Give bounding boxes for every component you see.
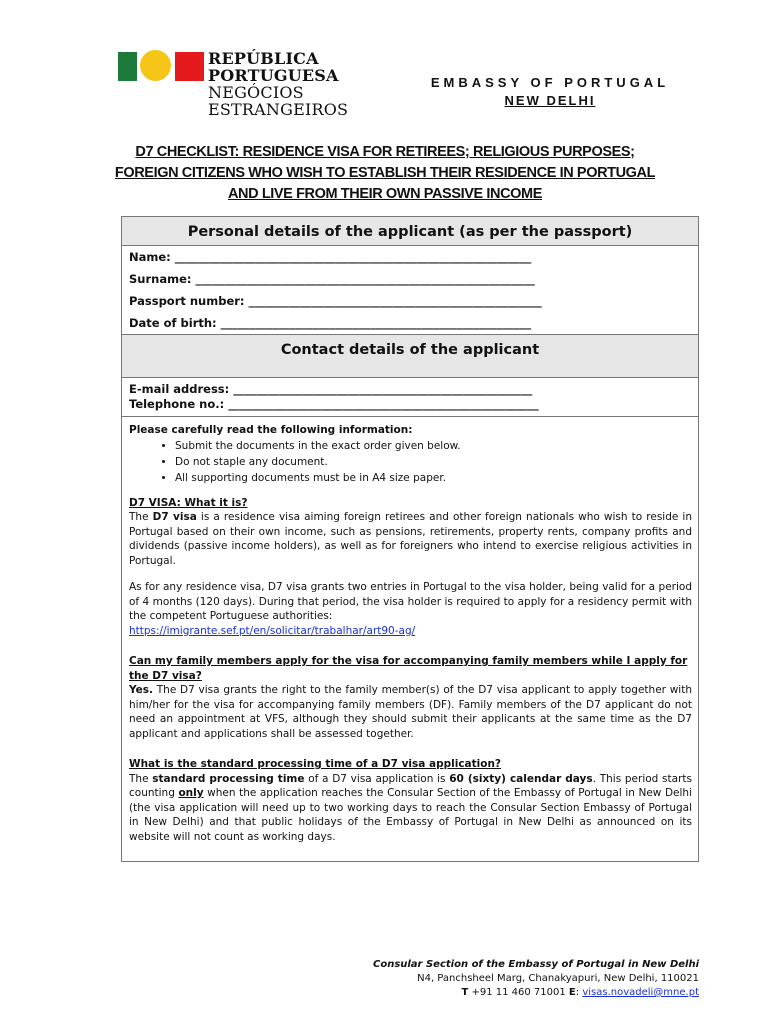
page-title <box>100 142 670 205</box>
footer-office: Consular Section of the Embassy of Portugal in New Delhi <box>372 959 699 970</box>
footer-contact <box>373 986 699 1000</box>
embassy-name: EMBASSY OF PORTUGAL <box>430 75 670 90</box>
list-item: • Submit the documents in the exact order given below. <box>175 438 692 454</box>
processing-time-heading: What is the standard processing time of a D7 visa application? <box>129 758 502 770</box>
yellow-circle-icon <box>140 50 171 81</box>
text-span: The <box>129 511 153 523</box>
information-section <box>122 417 698 844</box>
name-field[interactable]: Name: ______________________________________________________________ <box>129 250 532 264</box>
d7-validity-paragraph <box>129 580 692 638</box>
logo-line-3: NEGÓCIOS <box>208 83 304 102</box>
email-label: E <box>568 987 576 998</box>
info-header: Please carefully read the following information: <box>129 424 413 436</box>
logo-line-1: REPÚBLICA <box>208 49 319 68</box>
instructions-list <box>129 438 692 486</box>
contact-fields <box>122 378 698 417</box>
footer-phone: +91 11 460 71001 <box>468 987 569 998</box>
surname-field[interactable]: Surname: ___________________________________________________________ <box>129 272 535 286</box>
red-square-icon <box>175 52 204 81</box>
personal-details-heading: Personal details of the applicant (as per the passport) <box>122 217 698 246</box>
list-item: • Do not staple any document. <box>175 454 692 470</box>
text-span: of a D7 visa application is <box>304 772 450 785</box>
text-span: when the application reaches the Consular Section of the Embassy of Portugal in New Delhi (the visa application will need up to two working days to reach the Consular Section Embassy of Portugal in New Delhi) and that public holidays of the Embassy of Portugal in New Delhi as announced on its website will not count as working days. <box>129 787 692 843</box>
ministry-logo-text <box>208 50 348 118</box>
bold-span: Yes. <box>129 684 153 696</box>
d7-what-paragraph <box>129 510 692 568</box>
text-span: . This period starts counting <box>129 772 692 799</box>
family-heading: Can my family members apply for the visa for accompanying family members while I apply for the D7 visa? <box>129 655 688 682</box>
family-paragraph <box>129 683 692 741</box>
footer <box>373 958 699 1000</box>
text-span: : <box>575 987 583 998</box>
text-span: is a residence visa aiming foreign retirees and other foreign nationals who wish to reside in Portugal based on their own income, such as pensions, retirements, property rents, company profits and dividends (passive income holders), as well as for foreigners who intend to exercise religious activities in Portugal. <box>129 511 692 567</box>
title-line-3: AND LIVE FROM THEIR OWN PASSIVE INCOME <box>227 186 543 202</box>
list-item: • All supporting documents must be in A4 size paper. <box>175 470 692 486</box>
bold-span: D7 visa <box>152 511 197 523</box>
text-span: As for any residence visa, D7 visa grants two entries in Portugal to the visa holder, being valid for a period of 4 months (120 days). During that period, the visa holder is required to apply for a residency permit with the competent Portuguese authorities: <box>129 581 692 622</box>
logo-line-4: ESTRANGEIROS <box>208 100 349 119</box>
passport-number-field[interactable]: Passport number: ___________________________________________________ <box>129 294 542 308</box>
d7-what-heading: D7 VISA: What it is? <box>129 496 248 509</box>
embassy-city: NEW DELHI <box>504 93 596 108</box>
bold-span: only <box>178 787 204 799</box>
green-square-icon <box>118 52 137 81</box>
title-line-1: D7 CHECKLIST: RESIDENCE VISA FOR RETIREES; RELIGIOUS PURPOSES; <box>135 144 635 160</box>
logo-line-2: PORTUGUESA <box>208 66 339 85</box>
bold-span: 60 (sixty) calendar days <box>449 772 593 785</box>
date-of-birth-field[interactable]: Date of birth: ______________________________________________________ <box>129 316 532 330</box>
telephone-field[interactable]: Telephone no.: ______________________________________________________ <box>129 397 539 411</box>
email-field[interactable]: E-mail address: ____________________________________________________ <box>129 382 533 396</box>
checklist-form <box>121 216 699 862</box>
text-span: The <box>129 772 153 785</box>
footer-email-link[interactable]: visas.novadeli@mne.pt <box>582 987 699 998</box>
processing-time-paragraph <box>129 772 692 845</box>
contact-details-heading: Contact details of the applicant <box>122 334 698 378</box>
phone-label: T <box>461 987 469 998</box>
bold-span: standard processing time <box>152 772 305 785</box>
title-line-2: FOREIGN CITIZENS WHO WISH TO ESTABLISH THEIR RESIDENCE IN PORTUGAL <box>114 165 656 181</box>
text-span: The D7 visa grants the right to the family member(s) of the D7 visa applicant to apply together with him/her for the visa for accompanying family members (DF). Family members of the D7 applicant do not need an appointment at VFS, although they should submit their applicants at the same time as the D7 applicant and applications shall be assessed together. <box>129 684 692 740</box>
sef-link[interactable]: https://imigrante.sef.pt/en/solicitar/trabalhar/art90-ag/ <box>129 624 416 637</box>
embassy-header <box>400 74 700 110</box>
footer-address: N4, Panchsheel Marg, Chanakyapuri, New Delhi, 110021 <box>417 973 699 984</box>
